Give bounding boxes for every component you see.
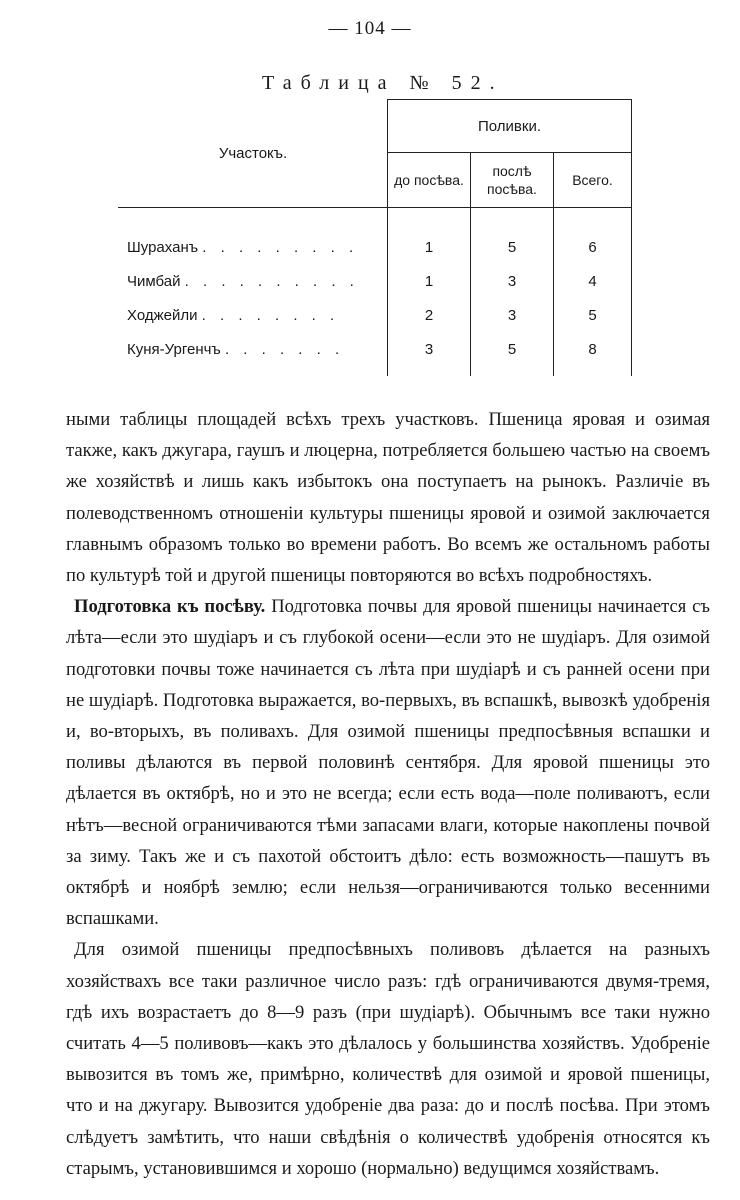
page-number: — 104 — bbox=[328, 18, 412, 39]
cell-total: 6 bbox=[554, 208, 632, 265]
header-before-sowing: до посѣва. bbox=[388, 153, 471, 208]
cell-before: 3 bbox=[388, 332, 471, 376]
dot-leader: . . . . . . . . . bbox=[202, 238, 359, 256]
cell-before: 2 bbox=[388, 298, 471, 332]
row-name-cell bbox=[119, 264, 388, 298]
dot-leader: . . . . . . . bbox=[224, 340, 345, 358]
paragraph-3: Для озимой пшеницы предпосѣвныхъ поливовъ дѣлается на разныхъ хозяйствахъ все таки различное число разъ: гдѣ ограничиваются двумя-тремя, гдѣ ихъ возрастаетъ до 8—9 разъ (при шудіарѣ). Обычнымъ все таки нужно считать 4—5 поливовъ—какъ это дѣлалось у большинства хозяйствъ. Удобреніе вывозится въ томъ же, примѣрно, количествѣ для озимой и яровой пшеницы, что и на джугару. Вывозится удобреніе два раза: до и послѣ посѣва. При этомъ слѣдуетъ замѣтить, что наши свѣдѣнія о количествѣ удобренія относятся къ старымъ, установившимся и хорошо (нормально) ведущимся хозяйствамъ. bbox=[66, 939, 710, 1179]
header-total: Всего. bbox=[554, 153, 632, 208]
cell-total: 4 bbox=[554, 264, 632, 298]
row-name-cell bbox=[119, 332, 388, 376]
row-name-cell bbox=[119, 208, 388, 265]
irrigation-table bbox=[118, 99, 632, 376]
paragraph-1: ными таблицы площадей всѣхъ трехъ участковъ. Пшеница яровая и озимая также, какъ джугара, гаушъ и люцерна, потребляется большею частью на своемъ же хозяйствѣ и лишь какъ избытокъ она поступаетъ на рынокъ. Различіе въ полеводственномъ отношеніи культуры пшеницы яровой и озимой заключается главнымъ образомъ только во времени работъ. Во всемъ же остальномъ работы по культурѣ той и другой пшеницы повторяются во всѣхъ подробностяхъ. bbox=[66, 409, 710, 587]
paragraph-2 bbox=[66, 591, 710, 934]
cell-after: 3 bbox=[471, 264, 554, 298]
table-row bbox=[119, 208, 632, 265]
dot-leader: . . . . . . . . . . bbox=[184, 272, 359, 290]
row-name: Шураханъ bbox=[127, 238, 199, 256]
row-name: Чимбай bbox=[127, 272, 181, 290]
cell-after: 5 bbox=[471, 208, 554, 265]
cell-before: 1 bbox=[388, 208, 471, 265]
row-name: Куня-Ургенчъ bbox=[127, 340, 221, 358]
header-after-sowing: послѣ посѣва. bbox=[471, 153, 554, 208]
table-row bbox=[119, 332, 632, 376]
row-name: Ходжейли bbox=[127, 306, 198, 324]
paragraph-2-body: Подготовка почвы для яровой пшеницы начинается съ лѣта—если это шудіаръ и съ глубокой осени—если это не шудіаръ. Для озимой подготовки почвы тоже начинается съ лѣта при шудіарѣ и съ ранней осени при не шудіарѣ. Подготовка выражается, во-первыхъ, въ вспашкѣ, вывозкѣ удобренія и, во-вторыхъ, въ поливахъ. Для озимой пшеницы предпосѣвныя вспашки и поливы дѣлаются въ первой половинѣ сентября. Для яровой пшеницы это дѣлается въ октябрѣ, но и это не всегда; если есть вода—поле поливаютъ, если нѣтъ—весной ограничиваются тѣми запасами влаги, которые накоплены почвой за зиму. Такъ же и съ пахотой обстоитъ дѣло: есть возможность—пашутъ въ октябрѣ и ноябрѣ землю; если нельзя—ограничиваются только весенними вспашками. bbox=[66, 596, 711, 930]
table-row bbox=[119, 264, 632, 298]
table-title: Таблица № 52. bbox=[262, 72, 504, 94]
cell-total: 8 bbox=[554, 332, 632, 376]
cell-total: 5 bbox=[554, 298, 632, 332]
section-heading: Подготовка къ посѣву. bbox=[74, 596, 266, 618]
dot-leader: . . . . . . . . bbox=[201, 306, 340, 324]
body-text bbox=[66, 404, 710, 1184]
header-irrigations: Поливки. bbox=[388, 100, 632, 153]
cell-before: 1 bbox=[388, 264, 471, 298]
row-name-cell bbox=[119, 298, 388, 332]
table-row bbox=[119, 298, 632, 332]
cell-after: 3 bbox=[471, 298, 554, 332]
header-plot: Участокъ. bbox=[119, 100, 388, 208]
cell-after: 5 bbox=[471, 332, 554, 376]
